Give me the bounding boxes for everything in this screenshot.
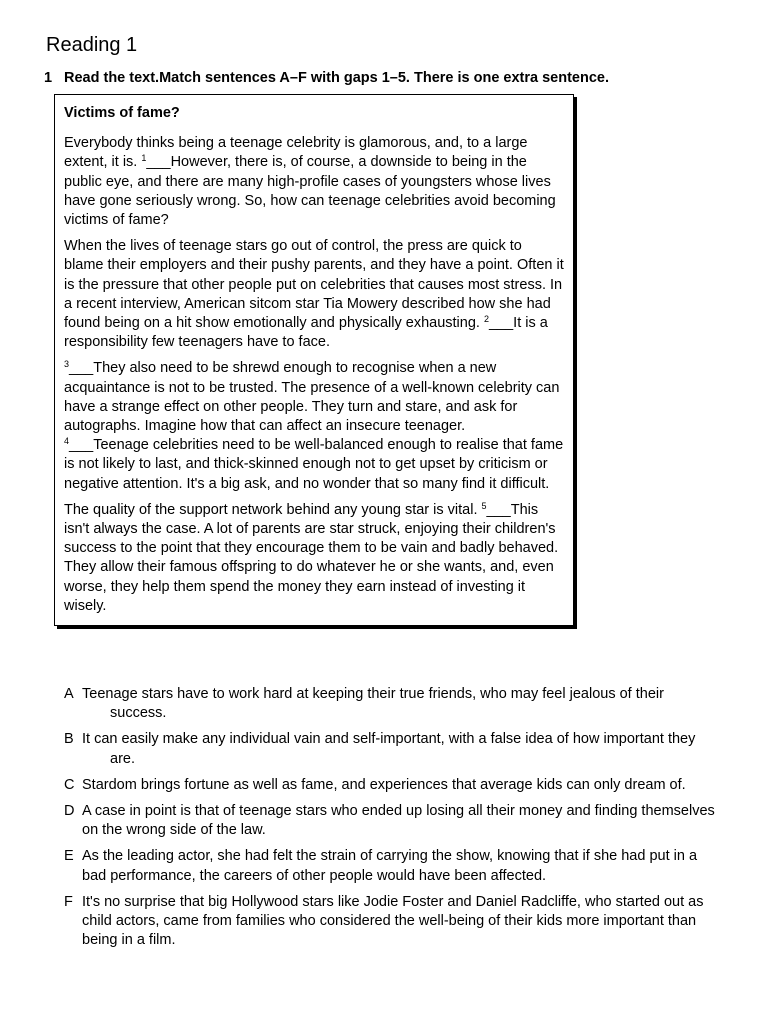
paragraph-5-text-b: ___This isn't always the case. A lot of parents are star struck, enjoying their children's success to the point that they encourage them to be vain and badly behaved. They allow their famous offspring to do whatever he or she wants, and, even worse, they help them spend the money they earn instead of investing it wisely. (64, 501, 559, 614)
answer-options (64, 685, 724, 957)
paragraph-2 (64, 237, 564, 352)
gap-5-number: 5 (481, 500, 487, 511)
option-letter: D (64, 803, 75, 820)
paragraph-1-text-a: Everybody thinks being a teenage celebrity is glamorous, and, to a large extent, it is. (64, 135, 528, 171)
paragraph-2-text-b: ___It is a responsibility few teenagers have to face. (64, 315, 548, 351)
paragraph-5 (64, 501, 564, 616)
option-letter: E (64, 848, 74, 865)
option-text: A case in point is that of teenage stars who ended up losing all their money and finding themselves on the wrong side of the law. (82, 803, 715, 839)
exercise-instruction (44, 69, 744, 87)
page-title: Reading 1 (46, 34, 138, 56)
paragraph-3-text: ___They also need to be shrewd enough to recognise when a new acquaintance is not to be trusted. The presence of a well-known celebrity can have a strange effect on other people. They turn and stare, and ask for autographs. Imagine how that can affect an insecure teenager. (64, 360, 560, 435)
option-d (64, 802, 724, 840)
reading-text-box (54, 94, 574, 626)
paragraph-2-text-a: When the lives of teenage stars go out of control, the press are quick to blame their employers and their pushy parents, and they have a point. Often it is the pressure that other people put on celebrities that causes most stress. In a recent interview, American sitcom star Tia Mowery described how she had found being on a hit show emotionally and physically exhausting. (64, 238, 564, 332)
option-text: It can easily make any individual vain and self-important, with a false idea of how important they are. (82, 731, 696, 767)
option-f (64, 893, 724, 951)
instruction-text: Read the text.Match sentences A–F with gaps 1–5. There is one extra sentence. (64, 70, 610, 86)
option-letter: B (64, 731, 74, 748)
text-title: Victims of fame? (64, 105, 180, 121)
paragraph-3 (64, 359, 564, 436)
option-text: Teenage stars have to work hard at keeping their true friends, who may feel jealous of their success. (82, 686, 664, 722)
gap-3-number: 3 (64, 359, 70, 370)
option-text: It's no surprise that big Hollywood stars like Jodie Foster and Daniel Radcliffe, who started out as child actors, came from families who considered the well-being of their kids more important than being in a film. (82, 893, 704, 949)
paragraph-1 (64, 134, 564, 230)
option-letter: C (64, 776, 75, 793)
option-b (64, 730, 724, 768)
gap-4-number: 4 (64, 436, 70, 447)
paragraph-1-text-b: ___However, there is, of course, a downside to being in the public eye, and there are many high-profile cases of youngsters whose lives have gone seriously wrong. So, how can teenage celebrities avoid becoming victims of fame? (64, 154, 556, 229)
option-text: As the leading actor, she had felt the strain of carrying the show, knowing that if she had put in a bad performance, the careers of other people would have been affected. (82, 848, 698, 884)
option-a (64, 685, 724, 723)
paragraph-5-text-a: The quality of the support network behind any young star is vital. (64, 501, 482, 518)
gap-2-number: 2 (483, 314, 489, 325)
paragraph-4-text: ___Teenage celebrities need to be well-balanced enough to realise that fame is not likely to last, and thick-skinned enough not to get upset by criticism or negative attention. It's a big ask, and no wonder that so many find it difficult. (64, 437, 564, 492)
paragraph-4 (64, 436, 564, 494)
option-letter: F (64, 893, 73, 910)
option-c (64, 776, 724, 795)
option-letter: A (64, 686, 74, 702)
gap-1-number: 1 (141, 153, 147, 164)
option-e (64, 847, 724, 885)
exercise-number: 1 (44, 70, 53, 86)
option-text: Stardom brings fortune as well as fame, and experiences that average kids can only dream of. (82, 776, 686, 793)
